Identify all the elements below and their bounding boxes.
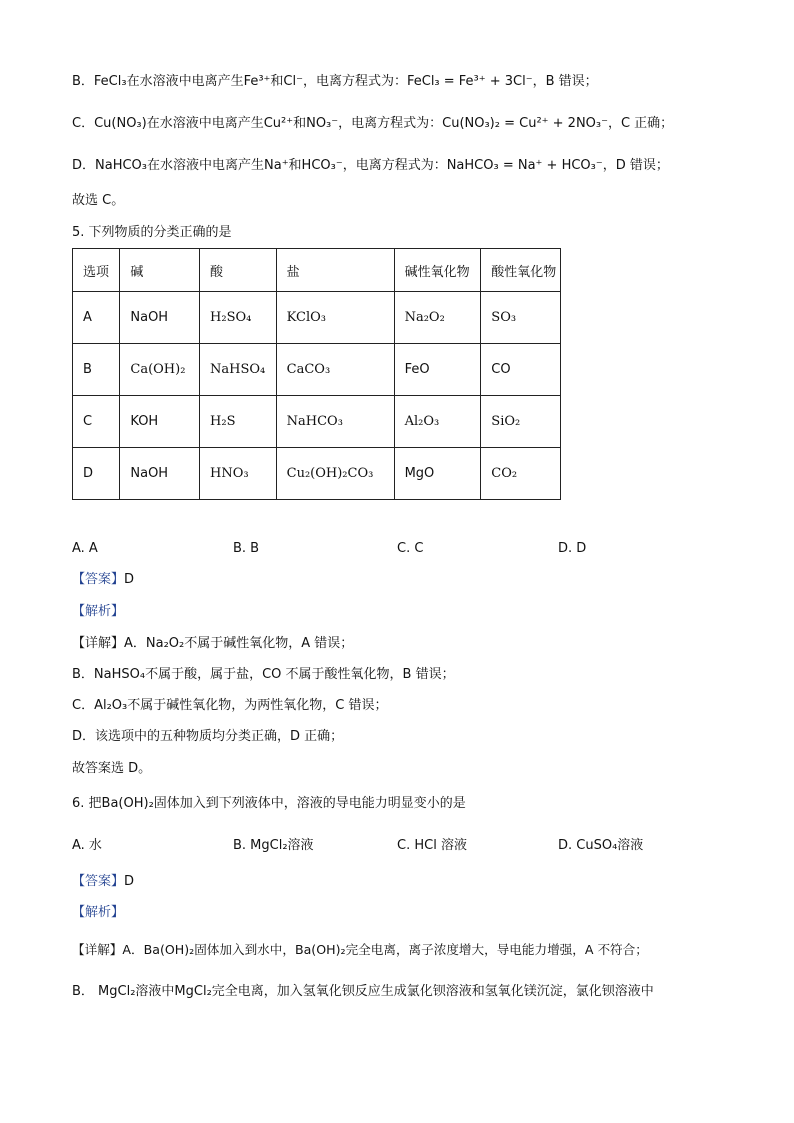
- option-d: D. D: [558, 541, 587, 556]
- option-d: D. CuSO₄溶液: [558, 838, 644, 853]
- table-header-cell: 酸性氧化物: [481, 249, 561, 292]
- table-header-cell: 酸: [200, 249, 277, 292]
- analysis-label: [72, 904, 124, 922]
- table-cell: CO₂: [481, 448, 561, 500]
- table-header-cell: 碱性氧化物: [394, 249, 481, 292]
- text-line: 故选 C。: [72, 193, 125, 208]
- option-a: A. 水: [72, 838, 102, 853]
- table-cell: B: [73, 344, 120, 396]
- table-cell: H₂S: [200, 396, 277, 448]
- text-line: D．NaHCO₃在水溶液中电离产生Na⁺和HCO₃⁻，电离方程式为：NaHCO₃ = Na⁺ + HCO₃⁻，D 错误；: [72, 158, 669, 173]
- table-header-cell: 选项: [73, 249, 120, 292]
- question-title: 5. 下列物质的分类正确的是: [72, 225, 232, 240]
- table-header-cell: 盐: [276, 249, 394, 292]
- table-cell: Cu₂(OH)₂CO₃: [276, 448, 394, 500]
- detail-line: B． MgCl₂溶液中MgCl₂完全电离，加入氢氧化钡反应生成氯化钡溶液和氢氧化镁沉淀，氯化钡溶液中: [72, 984, 654, 999]
- table-cell: SO₃: [481, 292, 561, 344]
- answer-line: [72, 571, 134, 589]
- text-line: C．Cu(NO₃)在水溶液中电离产生Cu²⁺和NO₃⁻，电离方程式为：Cu(NO₃)₂ = Cu²⁺ + 2NO₃⁻，C 正确；: [72, 116, 674, 131]
- detail-line: B．NaHSO₄不属于酸，属于盐，CO 不属于酸性氧化物，B 错误；: [72, 667, 455, 682]
- question-title: 6. 把Ba(OH)₂固体加入到下列液体中，溶液的导电能力明显变小的是: [72, 796, 466, 811]
- text-line: B．FeCl₃在水溶液中电离产生Fe³⁺和Cl⁻，电离方程式为：FeCl₃ = Fe³⁺ + 3Cl⁻，B 错误；: [72, 74, 598, 89]
- detail-line: 故答案选 D。: [72, 761, 152, 776]
- answer-line: [72, 873, 134, 891]
- table-row: [73, 396, 561, 448]
- option-c: C. HCl 溶液: [397, 838, 467, 853]
- table-cell: KClO₃: [276, 292, 394, 344]
- table-row: [73, 292, 561, 344]
- detail-line: 【详解】A．Ba(OH)₂固体加入到水中，Ba(OH)₂完全电离，离子浓度增大，导电能力增强，A 不符合；: [72, 942, 648, 957]
- answer-value: D: [124, 572, 135, 587]
- table-cell: C: [73, 396, 120, 448]
- table-cell: FeO: [394, 344, 481, 396]
- table-cell: CaCO₃: [276, 344, 394, 396]
- table-cell: H₂SO₄: [200, 292, 277, 344]
- table-cell: CO: [481, 344, 561, 396]
- answer-value: D: [124, 874, 135, 889]
- detail-line: C．Al₂O₃不属于碱性氧化物，为两性氧化物，C 错误；: [72, 698, 388, 713]
- table-cell: NaOH: [120, 448, 200, 500]
- option-b: B. MgCl₂溶液: [233, 838, 314, 853]
- table-row: [73, 344, 561, 396]
- table-cell: NaHSO₄: [200, 344, 277, 396]
- table-header-row: [73, 249, 561, 292]
- table-cell: Na₂O₂: [394, 292, 481, 344]
- detail-line: 【详解】A．Na₂O₂不属于碱性氧化物，A 错误；: [72, 636, 354, 651]
- table-cell: Ca(OH)₂: [120, 344, 200, 396]
- table-cell: NaHCO₃: [276, 396, 394, 448]
- table-cell: D: [73, 448, 120, 500]
- option-b: B. B: [233, 541, 260, 556]
- table-cell: A: [73, 292, 120, 344]
- analysis-label-text: 【解析】: [72, 905, 125, 920]
- table-cell: HNO₃: [200, 448, 277, 500]
- option-a: A. A: [72, 541, 98, 556]
- table-cell: MgO: [394, 448, 481, 500]
- analysis-label-text: 【解析】: [72, 604, 125, 619]
- detail-line: D．该选项中的五种物质均分类正确，D 正确；: [72, 729, 344, 744]
- table-header-cell: 碱: [120, 249, 200, 292]
- analysis-label: [72, 603, 124, 621]
- answer-label: 【答案】: [72, 874, 125, 889]
- answer-label: 【答案】: [72, 572, 125, 587]
- table-cell: Al₂O₃: [394, 396, 481, 448]
- table-cell: SiO₂: [481, 396, 561, 448]
- table-cell: KOH: [120, 396, 200, 448]
- table-row: [73, 448, 561, 500]
- table-cell: NaOH: [120, 292, 200, 344]
- option-c: C. C: [397, 541, 424, 556]
- classification-table: [72, 248, 561, 500]
